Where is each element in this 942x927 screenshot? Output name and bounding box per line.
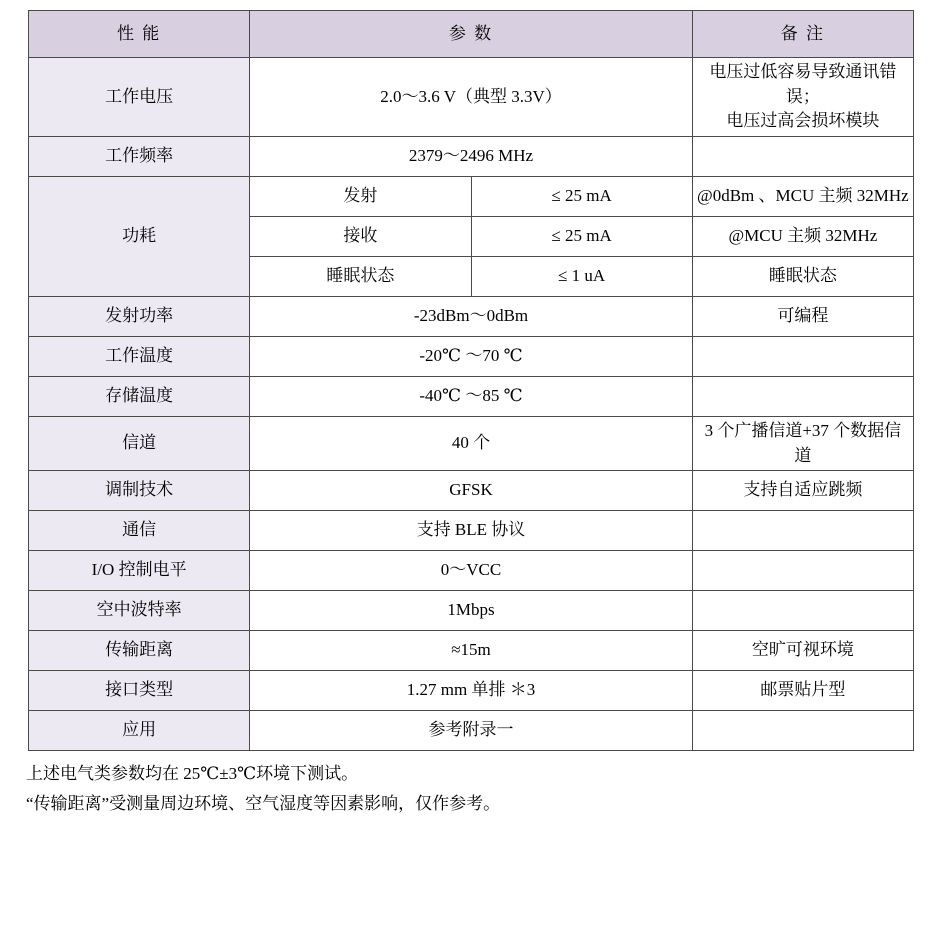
cell-performance: 工作温度 xyxy=(29,336,250,376)
cell-remark: 3 个广播信道+37 个数据信道 xyxy=(692,416,913,470)
cell-sub-value: ≤ 25 mA xyxy=(471,176,692,216)
cell-parameter: -40℃ ～85 ℃ xyxy=(250,376,693,416)
cell-parameter: ≈15m xyxy=(250,631,693,671)
cell-remark: @0dBm 、MCU 主频 32MHz xyxy=(692,176,913,216)
cell-sub-name: 睡眠状态 xyxy=(250,256,471,296)
cell-remark: 邮票贴片型 xyxy=(692,671,913,711)
cell-sub-value: ≤ 25 mA xyxy=(471,216,692,256)
cell-performance: 接口类型 xyxy=(29,671,250,711)
cell-performance: 工作频率 xyxy=(29,136,250,176)
table-row xyxy=(29,136,914,176)
cell-performance: 通信 xyxy=(29,511,250,551)
cell-remark xyxy=(692,376,913,416)
column-header-parameter: 参 数 xyxy=(250,11,693,58)
table-row xyxy=(29,711,914,751)
cell-performance: 传输距离 xyxy=(29,631,250,671)
cell-remark: 空旷可视环境 xyxy=(692,631,913,671)
cell-remark xyxy=(692,711,913,751)
cell-parameter: 2.0～3.6 V（典型 3.3V） xyxy=(250,58,693,137)
cell-remark xyxy=(692,136,913,176)
cell-remark: 可编程 xyxy=(692,296,913,336)
table-row xyxy=(29,58,914,137)
table-row xyxy=(29,296,914,336)
cell-parameter: -23dBm～0dBm xyxy=(250,296,693,336)
cell-sub-name: 接收 xyxy=(250,216,471,256)
cell-performance: 发射功率 xyxy=(29,296,250,336)
cell-parameter: 参考附录一 xyxy=(250,711,693,751)
cell-performance: 存储温度 xyxy=(29,376,250,416)
table-row xyxy=(29,631,914,671)
table-row xyxy=(29,511,914,551)
remark-line-1: 电压过低容易导致通讯错误； xyxy=(709,62,897,106)
column-header-performance: 性 能 xyxy=(29,11,250,58)
column-header-remark: 备 注 xyxy=(692,11,913,58)
cell-parameter: 支持 BLE 协议 xyxy=(250,511,693,551)
specification-table xyxy=(28,10,914,751)
cell-parameter: 1Mbps xyxy=(250,591,693,631)
cell-performance: 调制技术 xyxy=(29,471,250,511)
table-row xyxy=(29,176,914,216)
cell-parameter: 40 个 xyxy=(250,416,693,470)
remark-line-2: 电压过高会损坏模块 xyxy=(726,111,880,131)
table-row xyxy=(29,416,914,470)
table-footnotes xyxy=(26,759,942,819)
cell-remark: 支持自适应跳频 xyxy=(692,471,913,511)
cell-parameter: GFSK xyxy=(250,471,693,511)
table-row xyxy=(29,591,914,631)
cell-remark xyxy=(692,551,913,591)
table-row xyxy=(29,471,914,511)
cell-parameter: 2379～2496 MHz xyxy=(250,136,693,176)
cell-performance: 应用 xyxy=(29,711,250,751)
cell-performance: 信道 xyxy=(29,416,250,470)
cell-performance: 空中波特率 xyxy=(29,591,250,631)
spec-sheet xyxy=(0,10,942,927)
cell-sub-value: ≤ 1 uA xyxy=(471,256,692,296)
cell-sub-name: 发射 xyxy=(250,176,471,216)
table-row xyxy=(29,671,914,711)
cell-performance: 工作电压 xyxy=(29,58,250,137)
cell-performance: 功耗 xyxy=(29,176,250,296)
table-row xyxy=(29,336,914,376)
table-row xyxy=(29,551,914,591)
cell-parameter: 1.27 mm 单排 ＊3 xyxy=(250,671,693,711)
footnote-1: 上述电气类参数均在 25℃±3℃环境下测试。 xyxy=(26,764,359,784)
cell-remark xyxy=(692,511,913,551)
cell-remark: @MCU 主频 32MHz xyxy=(692,216,913,256)
table-header xyxy=(29,11,914,58)
cell-remark xyxy=(692,58,913,137)
cell-performance: I/O 控制电平 xyxy=(29,551,250,591)
cell-remark xyxy=(692,591,913,631)
cell-remark xyxy=(692,336,913,376)
cell-parameter: -20℃ ～70 ℃ xyxy=(250,336,693,376)
table-row xyxy=(29,376,914,416)
cell-parameter: 0～VCC xyxy=(250,551,693,591)
table-header-row xyxy=(29,11,914,58)
footnote-2: “传输距离”受测量周边环境、空气湿度等因素影响，仅作参考。 xyxy=(26,793,501,813)
table-body xyxy=(29,58,914,751)
cell-remark: 睡眠状态 xyxy=(692,256,913,296)
